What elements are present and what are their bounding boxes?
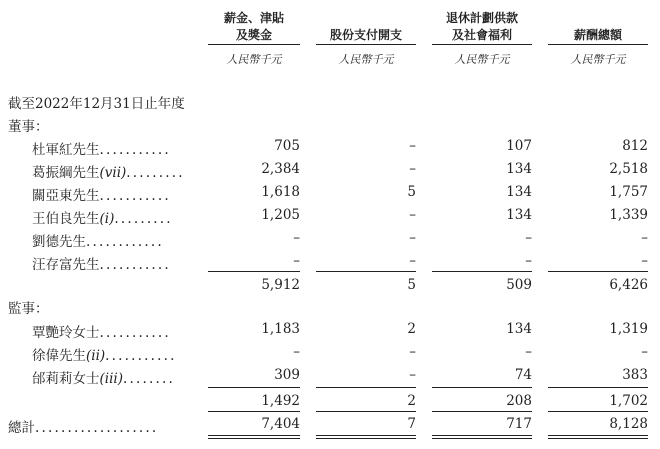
- person-name: 王伯良先生: [32, 211, 100, 227]
- subtotal-rule: [548, 387, 648, 388]
- cell-pension: 134: [506, 207, 532, 223]
- cell-salary: 2,384: [261, 161, 300, 177]
- unit-total: 人民幣千元: [570, 53, 626, 66]
- cell-share: 5: [407, 277, 416, 293]
- period-title: 截至2022年12月31日止年度: [8, 96, 185, 112]
- cell-pension: –: [525, 230, 532, 246]
- cell-share: –: [409, 253, 416, 269]
- cell-salary: 1,183: [261, 321, 300, 337]
- cell-salary: 1,492: [261, 393, 300, 409]
- cell-total: 1,319: [609, 321, 648, 337]
- supervisors-label: 監事：: [8, 301, 49, 317]
- double-rule: [432, 435, 532, 439]
- header-salary-line1: 薪金、津貼: [223, 11, 284, 25]
- subtotal-rule: [432, 271, 532, 272]
- person-name: 關亞東先生: [32, 188, 100, 204]
- cell-share: 5: [407, 184, 416, 200]
- unit-pension: 人民幣千元: [454, 53, 510, 66]
- cell-share: 7: [407, 416, 416, 432]
- cell-pension: 208: [506, 393, 532, 409]
- total-text: 總計: [8, 420, 35, 436]
- person-name: 覃艷玲女士: [32, 325, 100, 341]
- cell-pension: 134: [506, 321, 532, 337]
- leader-dots: ...........: [105, 348, 177, 364]
- unit-share: 人民幣千元: [338, 53, 394, 66]
- cell-total: 1,339: [609, 207, 648, 223]
- subtotal-rule: [316, 387, 416, 388]
- cell-share: –: [409, 161, 416, 177]
- subtotal-rule: [208, 387, 300, 388]
- cell-salary: 1,205: [261, 207, 300, 223]
- header-share-line2: 股份支付開支: [329, 28, 402, 42]
- cell-total: 383: [622, 367, 648, 383]
- leader-dots: ...................: [35, 420, 159, 436]
- leader-dots: ........: [123, 371, 175, 387]
- row-label: [32, 207, 173, 227]
- double-rule: [316, 435, 416, 439]
- leader-dots: .........: [114, 211, 173, 227]
- row-label: [32, 138, 171, 158]
- cell-pension: 509: [506, 277, 532, 293]
- cell-salary: 1,618: [261, 184, 300, 200]
- cell-total: 2,518: [609, 161, 648, 177]
- total-rule: [208, 411, 300, 412]
- row-label: [32, 344, 177, 364]
- cell-share: –: [409, 207, 416, 223]
- cell-salary: 7,404: [261, 416, 300, 432]
- total-rule: [432, 411, 532, 412]
- grand-total-label: [8, 416, 158, 436]
- cell-salary: 309: [274, 367, 300, 383]
- header-pension-line2: 及社會福利: [451, 28, 512, 42]
- cell-share: –: [409, 367, 416, 383]
- cell-pension: –: [525, 253, 532, 269]
- note-tag: (vii): [99, 165, 127, 181]
- person-name: 汪存富先生: [32, 257, 100, 273]
- leader-dots: ...........: [99, 142, 171, 158]
- person-name: 徐偉先生: [32, 348, 86, 364]
- note-tag: (ii): [86, 348, 106, 364]
- person-name: 葛振綱先生: [32, 165, 100, 181]
- cell-pension: 74: [514, 367, 532, 383]
- header-pension-line1: 退休計劃供款: [445, 11, 518, 25]
- cell-salary: 705: [274, 138, 300, 154]
- cell-total: 1,757: [609, 184, 648, 200]
- row-label: [32, 230, 164, 250]
- leader-dots: ............: [86, 234, 164, 250]
- header-total: [548, 0, 648, 45]
- note-tag: (i): [99, 211, 115, 227]
- double-rule: [548, 435, 648, 439]
- row-label: [32, 367, 175, 387]
- total-rule: [548, 411, 648, 412]
- header-salary-line2: 及獎金: [235, 28, 272, 42]
- subtotal-rule: [432, 387, 532, 388]
- double-rule: [208, 435, 300, 439]
- cell-pension: 134: [506, 161, 532, 177]
- row-label: [32, 184, 171, 204]
- cell-share: 2: [407, 393, 416, 409]
- note-tag: (iii): [99, 371, 123, 387]
- row-label: [32, 253, 171, 273]
- person-name: 劉德先生: [32, 234, 86, 250]
- cell-share: 2: [407, 321, 416, 337]
- cell-share: –: [409, 344, 416, 360]
- cell-total: –: [641, 230, 648, 246]
- cell-share: –: [409, 138, 416, 154]
- cell-pension: –: [525, 344, 532, 360]
- cell-total: –: [641, 253, 648, 269]
- leader-dots: ...........: [99, 325, 171, 341]
- row-label: [32, 321, 171, 341]
- row-label: [32, 161, 185, 181]
- subtotal-rule: [316, 271, 416, 272]
- cell-salary: –: [293, 230, 300, 246]
- person-name: 杜軍紅先生: [32, 142, 100, 158]
- directors-label: 董事：: [8, 119, 49, 135]
- cell-pension: 107: [506, 138, 532, 154]
- person-name: 邰莉莉女士: [32, 371, 100, 387]
- cell-pension: 717: [506, 416, 532, 432]
- leader-dots: .........: [126, 165, 185, 181]
- cell-salary: –: [293, 253, 300, 269]
- cell-total: 6,426: [609, 277, 648, 293]
- cell-salary: 5,912: [261, 277, 300, 293]
- cell-total: 8,128: [609, 416, 648, 432]
- header-salary: [208, 0, 300, 45]
- total-rule: [316, 411, 416, 412]
- cell-pension: 134: [506, 184, 532, 200]
- header-share: [316, 0, 416, 45]
- cell-total: –: [641, 344, 648, 360]
- cell-total: 1,702: [609, 393, 648, 409]
- subtotal-rule: [548, 271, 648, 272]
- cell-salary: –: [293, 344, 300, 360]
- unit-salary: 人民幣千元: [226, 53, 282, 66]
- leader-dots: ...........: [99, 188, 171, 204]
- cell-total: 812: [622, 138, 648, 154]
- header-pension: [432, 0, 532, 45]
- subtotal-rule: [208, 271, 300, 272]
- header-total-line2: 薪酬總額: [573, 28, 622, 42]
- cell-share: –: [409, 230, 416, 246]
- leader-dots: ...........: [99, 257, 171, 273]
